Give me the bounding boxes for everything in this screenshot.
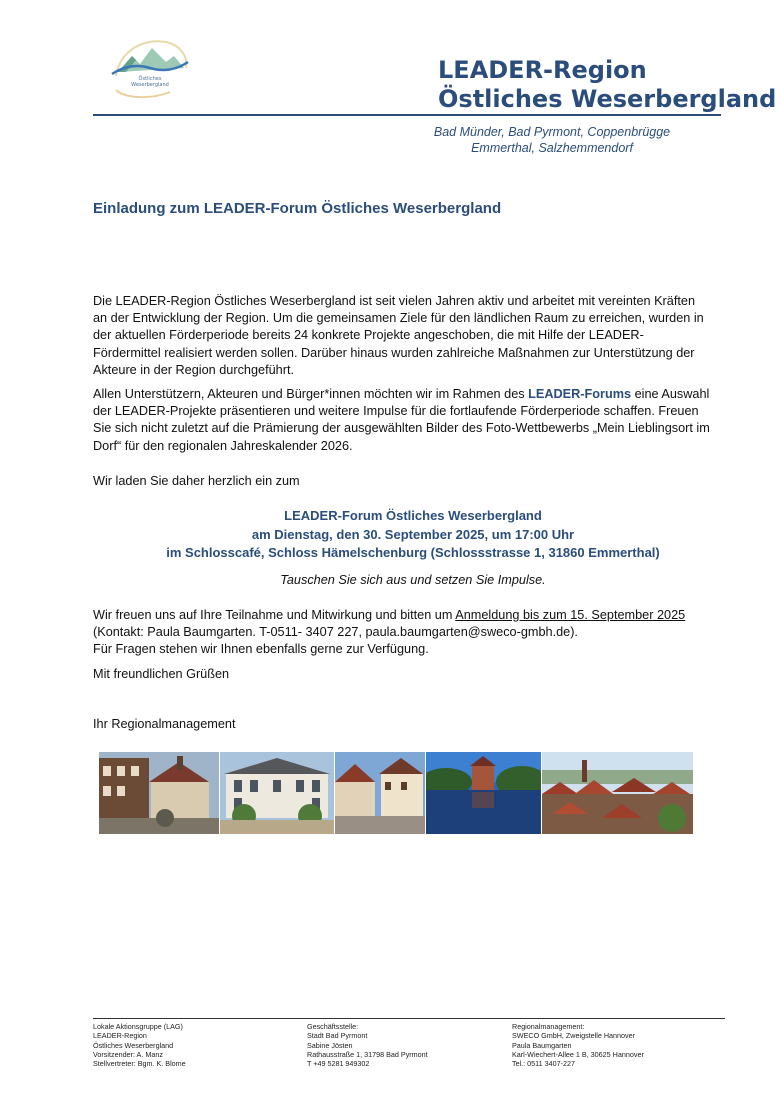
photo-strip [99, 752, 693, 834]
footer-lag [93, 1022, 293, 1068]
footer-office-line: Geschäftsstelle: [307, 1022, 359, 1031]
paragraph-registration [93, 607, 710, 659]
photo-manor-house [220, 752, 334, 834]
footer-lag-line: LEADER-Region [93, 1031, 147, 1041]
event-date: am Dienstag, den 30. September 2025, um 17:00 Uhr [251, 526, 575, 542]
event-details [93, 507, 733, 563]
footer-office-line: Sabine Jösten [307, 1040, 353, 1050]
event-tagline: Tauschen Sie sich aus und setzen Sie Impulse. [280, 573, 546, 587]
footer-management [512, 1022, 722, 1068]
paragraph-invitation: Wir laden Sie daher herzlich ein zum [93, 474, 300, 488]
photo-castle-lake [426, 752, 541, 834]
logo-text-line-1: Östliches [138, 76, 162, 82]
photo-village-street [335, 752, 425, 834]
registration-text: Wir freuen uns auf Ihre Teilnahme und Mitwirkung und bitten um [93, 608, 456, 622]
member-towns-line-2: Emmerthal, Salzhemmendorf [471, 140, 633, 155]
member-towns [392, 125, 712, 156]
footer-management-line: Regionalmanagement: [512, 1022, 585, 1031]
event-venue: im Schlosscafé, Schloss Hämelschenburg (Schlossstrasse 1, 31860 Emmerthal) [166, 545, 660, 560]
contact-info: (Kontakt: Paula Baumgarten. T-0511- 3407 227, paula.baumgarten@sweco-gmbh.de). [93, 625, 578, 640]
logo-text-line-2: Weserbergland [131, 82, 169, 88]
header-divider [93, 114, 721, 116]
footer-management-line: Karl-Wiechert-Allee 1 B, 30625 Hannover [512, 1049, 644, 1059]
footer-lag-line: Lokale Aktionsgruppe (LAG) [93, 1022, 183, 1031]
letter-title: Einladung zum LEADER-Forum Östliches Weserbergland [93, 200, 502, 217]
footer-lag-line: Stellvertreter: Bgm. K. Blome [93, 1059, 186, 1069]
footer-management-line: Tel.: 0511 3407-227 [512, 1059, 576, 1069]
photo-half-timbered-square [99, 752, 219, 834]
region-title-line-2: Östliches Weserbergland [438, 85, 777, 113]
footer-management-line: SWECO GmbH, Zweigstelle Hannover [512, 1031, 636, 1041]
signature: Ihr Regionalmanagement [93, 717, 236, 731]
footer-office [307, 1022, 497, 1068]
region-title-line-1: LEADER-Region [438, 56, 647, 84]
photo-town-rooftops [542, 752, 693, 834]
region-title [438, 56, 776, 114]
paragraph-intro: Die LEADER-Region Östliches Weserbergland ist seit vielen Jahren aktiv und arbeitet mit vereinten Kräften an der Entwicklung der Region. Um die gemeinsamen Ziele für den ländlichen Raum zu erreichen, wurden in der aktuellen Förderperiode bereits 24 konkrete Projekte angeschoben, die mit Hilfe der LEADER-Fördermittel realisiert werden sollen. Darüber hinaus wurden zahlreiche Maßnahmen zur Unterstützung der Akteure in der Region durchgeführt. [93, 294, 704, 377]
paragraph-forum-text-2: eine Auswahl der LEADER-Projekte präsentieren und weitere Impulse für die fortlaufende Förderperiode schaffen. Freuen Sie sich nicht zuletzt auf die Prämierung der ausgewählten Bilder des Foto-Wettbewerbs „Mein Lieblingsort im Dorf“ für den regionalen Jahreskalender 2026. [93, 387, 710, 453]
paragraph-forum-text-1: Allen Unterstützern, Akteuren und Bürger*innen möchten wir im Rahmen des [93, 387, 529, 401]
paragraph-forum [93, 386, 710, 455]
footer-lag-line: Östliches Weserbergland [93, 1040, 174, 1050]
questions-note: Für Fragen stehen wir Ihnen ebenfalls gerne zur Verfügung. [93, 642, 429, 657]
event-name: LEADER-Forum Östliches Weserbergland [284, 508, 542, 523]
leader-forum-highlight: LEADER-Forums [528, 387, 632, 401]
footer-divider [93, 1018, 725, 1019]
registration-deadline: Anmeldung bis zum 15. September 2025 [455, 608, 686, 622]
footer-office-line: Stadt Bad Pyrmont [307, 1031, 368, 1041]
member-towns-line-1: Bad Münder, Bad Pyrmont, Coppenbrügge [433, 125, 671, 139]
footer-management-line: Paula Baumgarten [512, 1040, 572, 1050]
footer-office-line: T +49 5281 949302 [307, 1059, 370, 1069]
greeting: Mit freundlichen Grüßen [93, 667, 230, 681]
leader-region-logo [110, 32, 190, 100]
footer-lag-line: Vorsitzender: A. Manz [93, 1049, 163, 1059]
footer-office-line: Rathausstraße 1, 31798 Bad Pyrmont [307, 1049, 428, 1059]
